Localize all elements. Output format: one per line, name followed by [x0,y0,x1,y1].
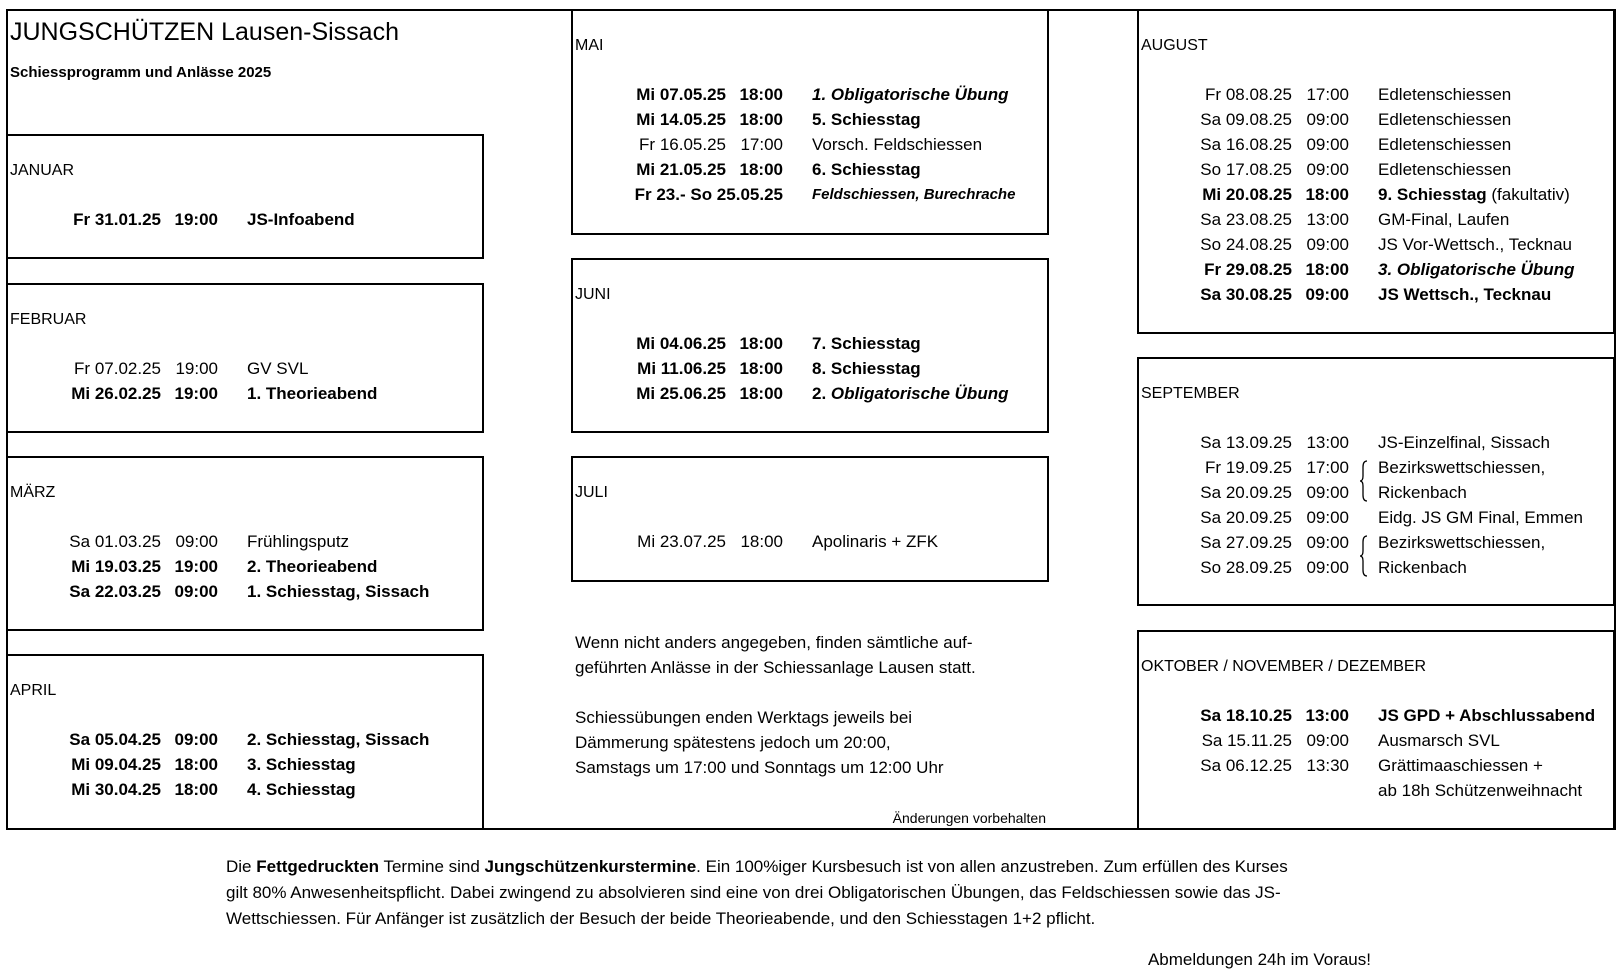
month-label: JANUAR [10,162,75,179]
event-row [8,554,482,579]
event-description-text: Feldschiessen, Burechrache [812,186,1016,203]
footer-line [226,854,1288,880]
event-date: Mi 30.04.25 [71,780,161,799]
event-list [573,82,1047,207]
event-time: 13:00 [1306,433,1349,452]
event-description [247,529,349,554]
event-row [8,207,482,232]
event-time: 18:00 [739,384,783,403]
month-box-april [6,654,484,830]
event-date: So 24.08.25 [1200,235,1292,254]
event-row [1139,753,1613,778]
event-description-suffix: (fakultativ) [1486,185,1570,204]
event-time: 09:00 [1306,235,1349,254]
month-box-september [1137,357,1615,606]
event-row [1139,132,1613,157]
event-row [1139,505,1613,530]
event-row [1139,703,1613,728]
event-description-prefix: 2. [812,384,831,403]
event-list [8,529,482,604]
event-time: 18:00 [1305,185,1349,204]
event-row [8,356,482,381]
event-date: Fr 29.08.25 [1204,260,1292,279]
event-date: Sa 27.09.25 [1200,533,1292,552]
footer-text: Termine sind [379,857,485,876]
event-time: 18:00 [739,160,783,179]
event-description-text: Ausmarsch SVL [1378,731,1500,750]
month-label: AUGUST [1141,37,1208,54]
event-description-text: 1. Schiesstag, Sissach [247,582,430,601]
event-date: Sa 30.08.25 [1200,285,1292,304]
event-description [1378,753,1543,778]
note-line: Samstags um 17:00 und Sonntags um 12:00 Uhr [575,758,944,777]
event-row [8,529,482,554]
note-line: Schiessübungen enden Werktags jeweils bei [575,708,913,727]
event-time: 19:00 [174,557,218,576]
event-time: 19:00 [174,210,218,229]
event-description-line2: ab 18h Schützenweihnacht [1378,781,1583,800]
event-description-text: GM-Final, Laufen [1378,210,1510,229]
event-time: 18:00 [740,532,783,551]
event-description [247,727,429,752]
event-time: 19:00 [174,384,218,403]
event-time: 09:00 [1306,110,1349,129]
event-time: 09:00 [1306,533,1349,552]
month-label: MÄRZ [10,484,56,501]
cancellation-notice: Abmeldungen 24h im Voraus! [1147,950,1371,969]
event-time: 18:00 [739,110,783,129]
event-description-text: JS Wettsch., Tecknau [1378,285,1552,304]
event-description-text: Edletenschiessen [1378,85,1512,104]
month-box-oktober-dezember [1137,630,1615,830]
month-box-juni [571,258,1049,433]
event-row [8,381,482,406]
event-row [8,777,482,802]
month-box-januar [6,134,484,259]
event-row [573,82,1047,107]
event-description [1378,232,1572,257]
event-row [1139,555,1613,580]
event-date: Sa 18.10.25 [1200,706,1292,725]
page-subtitle: Schiessprogramm und Anlässe 2025 [10,64,272,81]
event-description [1378,282,1551,307]
event-description [1378,157,1511,182]
event-description-text: Frühlingsputz [247,532,350,551]
footer-text: Die [226,857,257,876]
event-description [1378,455,1545,480]
event-time: 09:00 [1306,135,1349,154]
event-row [573,381,1047,406]
event-description [247,356,308,381]
month-box-maerz [6,456,484,631]
event-date: Mi 20.08.25 [1202,185,1292,204]
event-time: 18:00 [739,85,783,104]
event-time: 13:30 [1306,756,1349,775]
event-row [1139,530,1613,555]
event-row [1139,157,1613,182]
month-label: FEBRUAR [10,311,87,328]
event-row [1139,207,1613,232]
footer-text: gilt 80% Anwesenheitspflicht. Dabei zwingend zu absolvieren sind eine von drei Obligatorischen Übungen, das Feldschiessen sowie das JS- [226,883,1281,902]
event-date: Mi 04.06.25 [636,334,726,353]
event-row [573,132,1047,157]
event-description-text: Edletenschiessen [1378,110,1512,129]
event-time: 09:00 [1306,731,1349,750]
event-date: Fr 16.05.25 [639,135,726,154]
event-description-text: 2. Schiesstag, Sissach [247,730,430,749]
event-time: 17:00 [1306,458,1349,477]
month-label: MAI [575,37,604,54]
event-description-text: 6. Schiesstag [812,160,921,179]
event-description-text: Edletenschiessen [1378,135,1512,154]
month-box-februar [6,283,484,433]
event-description [812,107,921,132]
event-description-text: 4. Schiesstag [247,780,356,799]
event-time: 19:00 [175,359,218,378]
event-description [247,207,355,232]
event-date: Sa 05.04.25 [69,730,161,749]
event-description-text: Vorsch. Feldschiessen [812,135,983,154]
footer-text: . Ein 100%iger Kursbesuch ist von allen anzustreben. Zum erfüllen des Kurses [696,857,1288,876]
event-date: Sa 20.09.25 [1200,483,1292,502]
month-label: SEPTEMBER [1141,385,1240,402]
event-time: 09:00 [175,532,218,551]
event-date: Fr 31.01.25 [73,210,161,229]
event-description [812,182,1015,207]
event-list [1139,430,1613,580]
page-title: JUNGSCHÜTZEN Lausen-Sissach [10,18,399,46]
event-description [812,157,921,182]
event-row [1139,107,1613,132]
event-date: Mi 19.03.25 [71,557,161,576]
event-date: Mi 07.05.25 [636,85,726,104]
event-date: Fr 07.02.25 [74,359,161,378]
event-description-text: 2. Theorieabend [247,557,378,576]
note-line: Dämmerung spätestens jedoch um 20:00, [575,733,891,752]
event-time: 18:00 [739,359,783,378]
event-time: 18:00 [174,780,218,799]
event-row [8,752,482,777]
event-list [8,727,482,802]
event-time: 09:00 [174,730,218,749]
event-date: Mi 21.05.25 [636,160,726,179]
event-time: 18:00 [1305,260,1349,279]
event-time: 09:00 [1306,508,1349,527]
event-row [573,182,1047,207]
event-date: Fr 19.09.25 [1205,458,1292,477]
event-time: 09:00 [1306,483,1349,502]
event-date: Fr 08.08.25 [1205,85,1292,104]
event-row [1139,480,1613,505]
event-description [247,579,429,604]
event-description-text: Edletenschiessen [1378,160,1512,179]
event-description [1378,555,1467,580]
event-row [1139,182,1613,207]
event-description [1378,82,1511,107]
event-description-text: Eidg. JS GM Final, Emmen [1378,508,1584,527]
event-date: Fr 23.- So 25.05.25 [634,185,783,204]
event-description [1378,480,1467,505]
event-row [1139,232,1613,257]
event-description-text: Rickenbach [1378,483,1467,502]
event-description [812,529,938,554]
event-description [1378,530,1545,555]
event-description [247,381,377,406]
footer-emphasis: Jungschützenkurstermine [484,857,697,876]
event-time: 18:00 [174,755,218,774]
event-row [1139,257,1613,282]
event-row [1139,430,1613,455]
event-description [812,356,921,381]
event-description-text: JS-Infoabend [247,210,355,229]
event-description-text: Grättimaaschiessen + [1378,756,1543,775]
event-row-continuation [1139,778,1613,803]
event-date: Mi 25.06.25 [636,384,726,403]
event-description-text: 9. Schiesstag [1378,185,1487,204]
footer-emphasis: Fettgedruckten [256,857,380,876]
event-list [1139,703,1613,803]
event-date: Sa 13.09.25 [1200,433,1292,452]
event-row [1139,728,1613,753]
month-label: APRIL [10,682,57,699]
event-description-text: 5. Schiesstag [812,110,921,129]
general-notes [575,630,976,780]
event-time: 13:00 [1306,210,1349,229]
event-time: 09:00 [174,582,218,601]
event-row [8,579,482,604]
event-date: Sa 09.08.25 [1200,110,1292,129]
event-description-text: Bezirkswettschiessen, [1378,533,1546,552]
event-description-text: 1. Obligatorische Übung [812,85,1009,104]
month-box-august [1137,9,1615,334]
event-description [247,777,356,802]
month-box-juli [571,456,1049,582]
event-description [1378,703,1595,728]
event-description-text: 8. Schiesstag [812,359,921,378]
event-date: Sa 15.11.25 [1201,731,1292,750]
event-description-text: 3. Schiesstag [247,755,356,774]
event-date: Sa 16.08.25 [1200,135,1292,154]
event-date: Mi 14.05.25 [636,110,726,129]
event-description [1378,107,1511,132]
event-time: 17:00 [1306,85,1349,104]
event-date: Sa 01.03.25 [69,532,161,551]
event-description [812,331,921,356]
event-time: 13:00 [1305,706,1349,725]
footer-paragraph [226,854,1288,932]
event-row [573,529,1047,554]
event-description [812,381,1008,406]
event-date: Mi 23.07.25 [637,532,726,551]
event-row [573,356,1047,381]
event-description [247,752,356,777]
event-date: Mi 11.06.25 [637,359,726,378]
event-description [812,82,1008,107]
month-label: JUNI [575,286,611,303]
event-description [1378,430,1550,455]
note-line [575,680,976,705]
event-row [8,727,482,752]
event-row [1139,82,1613,107]
event-time: 18:00 [739,334,783,353]
event-time: 09:00 [1306,558,1349,577]
event-date: Sa 22.03.25 [69,582,161,601]
footer-text: Wettschiessen. Für Anfänger ist zusätzlich der Besuch der beide Theorieabende, und den Schiesstagen 1+2 pflicht. [226,909,1096,928]
event-description [1378,728,1500,753]
event-date: So 17.08.25 [1200,160,1292,179]
changes-disclaimer: Änderungen vorbehalten [892,810,1046,826]
event-row [1139,282,1613,307]
event-date: Mi 09.04.25 [71,755,161,774]
event-description [1378,505,1583,530]
note-line: Wenn nicht anders angegeben, finden sämtliche auf- [575,633,973,652]
event-time: 09:00 [1305,285,1349,304]
event-list [573,529,1047,554]
event-description-text: 1. Theorieabend [247,384,378,403]
month-box-mai [571,9,1049,235]
event-date: Sa 23.08.25 [1200,210,1292,229]
event-description [1378,207,1509,232]
event-date: So 28.09.25 [1200,558,1292,577]
event-list [1139,82,1613,307]
event-row [573,331,1047,356]
event-description [1378,257,1574,282]
footer-line [226,906,1288,932]
event-date: Sa 20.09.25 [1200,508,1292,527]
event-description-text: 3. Obligatorische Übung [1378,260,1575,279]
event-description-text: GV SVL [247,359,309,378]
event-description-text: Bezirkswettschiessen, [1378,458,1546,477]
event-list [8,356,482,406]
note-line: geführten Anlässe in der Schiessanlage Lausen statt. [575,658,976,677]
event-row [573,107,1047,132]
month-label: OKTOBER / NOVEMBER / DEZEMBER [1141,658,1427,675]
event-description [1378,132,1511,157]
event-description-text: Obligatorische Übung [830,384,1009,403]
event-description [812,132,982,157]
event-description-text: JS-Einzelfinal, Sissach [1378,433,1550,452]
event-description [247,554,377,579]
event-time: 17:00 [740,135,783,154]
event-description-text: 7. Schiesstag [812,334,921,353]
event-description [1378,182,1570,207]
event-row [1139,455,1613,480]
footer-line [226,880,1288,906]
event-description-text: JS Vor-Wettsch., Tecknau [1378,235,1573,254]
event-time: 09:00 [1306,160,1349,179]
event-description-text: JS GPD + Abschlussabend [1378,706,1596,725]
event-description-text: Apolinaris + ZFK [812,532,939,551]
month-label: JULI [575,484,608,501]
event-date: Mi 26.02.25 [71,384,161,403]
event-description-text: Rickenbach [1378,558,1467,577]
event-date: Sa 06.12.25 [1200,756,1292,775]
event-row [573,157,1047,182]
event-list [8,207,482,232]
event-list [573,331,1047,406]
